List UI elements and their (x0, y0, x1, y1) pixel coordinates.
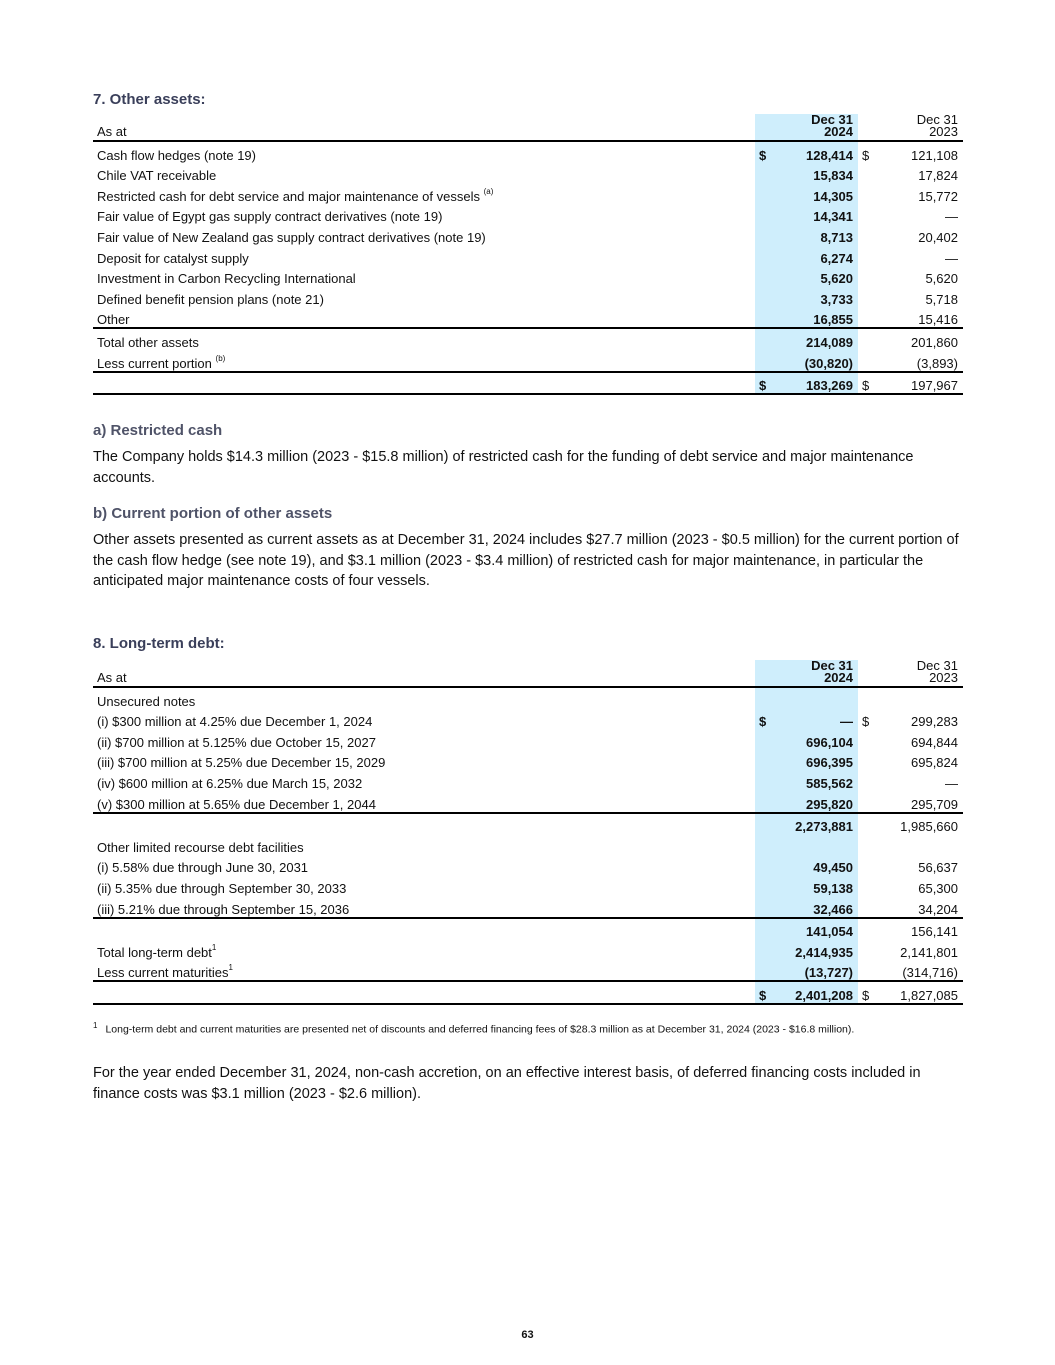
table-row: Fair value of Egypt gas supply contract derivatives (note 19) 14,341 — (93, 204, 963, 225)
table-row: (iii) $700 million at 5.25% due December 15, 2029 696,395 695,824 (93, 750, 963, 771)
table-row: (iii) 5.21% due through September 15, 2036 32,466 34,204 (93, 896, 963, 918)
table-row: Less current portion $^{(b)}$ (30,820) (3,893) (93, 350, 963, 372)
table-row: Less current maturities$^1$ (13,727) (314,716) (93, 960, 963, 982)
table-row: (i) $300 million at 4.25% due December 1, 2024 $ — $ 299,283 (93, 709, 963, 730)
as-at-label: As at (97, 670, 127, 685)
note-marker: (b) (215, 353, 226, 363)
table-row: Deposit for catalyst supply 6,274 — (93, 245, 963, 266)
closing-paragraph: For the year ended December 31, 2024, non-cash accretion, on an effective interest basis, of deferred financing costs included in finance costs was $3.1 million (2023 - $2.6 million). (93, 1065, 921, 1102)
other-assets-table (93, 114, 963, 395)
page-number: 63 (521, 1329, 534, 1341)
subtotal-row: 2,273,881 1,985,660 (93, 813, 963, 835)
section-7-title: 7. Other assets: (93, 91, 206, 108)
note-b-title: b) Current portion of other assets (93, 505, 333, 522)
table-row: Defined benefit pension plans (note 21) 3,733 5,718 (93, 286, 963, 307)
table-header-row (93, 660, 963, 687)
footnote-marker: 1 (228, 963, 233, 973)
table-row: Investment in Carbon Recycling International 5,620 5,620 (93, 266, 963, 287)
note-a-title: a) Restricted cash (93, 422, 223, 439)
table-header-row (93, 114, 963, 141)
col-2024-header: Dec 31 2024 (775, 660, 858, 687)
col-2023-header: Dec 31 2023 (916, 112, 958, 139)
footnote-marker: 1 (211, 942, 217, 952)
table-row: Cash flow hedges (note 19) $ 128,414 $ 121,108 (93, 141, 963, 163)
table-row: (iv) $600 million at 6.25% due March 15, 2032 585,562 — (93, 770, 963, 791)
table-row: (v) $300 million at 5.65% due December 1, 2044 295,820 295,709 (93, 791, 963, 813)
grand-total-row: $ 2,401,208 $ 1,827,085 (93, 981, 963, 1004)
table-row: Restricted cash for debt service and major maintenance of vessels $^{(a)}$ 14,305 15,772 (93, 183, 963, 204)
note-b-text: Other assets presented as current assets as at December 31, 2024 includes $27.7 million (2023 - $0.5 million) for the current portion of the cash flow hedge (see note 19), and $3.1 million (2023 - $3.4 million) of restricted cash for major maintenance, in particular the anticipated major maintenance costs of four vessels. (93, 532, 959, 589)
table-row: (ii) $700 million at 5.125% due October 15, 2027 696,104 694,844 (93, 729, 963, 750)
grand-total-row: $ 183,269 $ 197,967 (93, 372, 963, 395)
table-row: Fair value of New Zealand gas supply contract derivatives (note 19) 8,713 20,402 (93, 224, 963, 245)
long-term-debt-table (93, 660, 963, 1005)
total-row: Total other assets 214,089 201,860 (93, 328, 963, 350)
col-2024-header: Dec 31 2024 (775, 114, 858, 141)
group-label-row: Other limited recourse debt facilities (93, 834, 963, 855)
col-2023-header: Dec 31 2023 (916, 658, 958, 685)
group-label-row: Unsecured notes (93, 687, 963, 709)
section-8-title: 8. Long-term debt: (93, 635, 225, 652)
table-row: Other 16,855 15,416 (93, 307, 963, 329)
table-footnote: $^1$ Long-term debt and current maturities are presented net of discounts and deferred financing fees of $28.3 million as at December 31, 2024 (2023 - $16.8 million). (93, 1021, 855, 1036)
table-row: (ii) 5.35% due through September 30, 2033 59,138 65,300 (93, 875, 963, 896)
table-row: (i) 5.58% due through June 30, 2031 49,450 56,637 (93, 855, 963, 876)
total-row: Total long-term debt$^1$ 2,414,935 2,141,801 (93, 939, 963, 960)
note-a-text: The Company holds $14.3 million (2023 - $15.8 million) of restricted cash for the funding of debt service and major maintenance accounts. (93, 449, 914, 486)
as-at-label: As at (97, 124, 127, 139)
subtotal-row: 141,054 156,141 (93, 918, 963, 940)
note-marker: (a) (483, 186, 494, 196)
footnote-number: 1 (93, 1021, 98, 1030)
table-row: Chile VAT receivable 15,834 17,824 (93, 163, 963, 184)
